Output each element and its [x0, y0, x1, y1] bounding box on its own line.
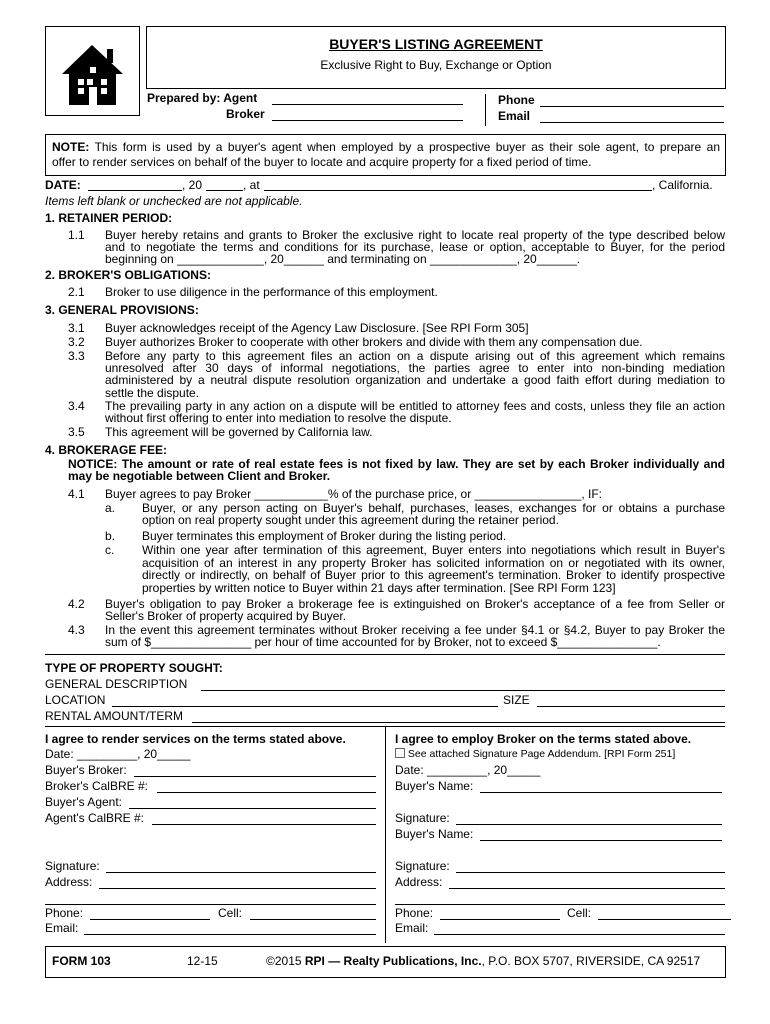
rental-field[interactable] [192, 722, 725, 723]
section-4-1-num: 4.1 [68, 487, 85, 501]
general-description-label: GENERAL DESCRIPTION [45, 677, 188, 691]
footer-box [45, 946, 726, 978]
buyer-address-field-2[interactable] [395, 904, 725, 905]
section-4-1-b-label: b. [105, 529, 116, 543]
broker-phone-label: Phone: [45, 906, 84, 920]
section-4-title: 4. BROKERAGE FEE: [45, 443, 168, 457]
signature-column-divider [385, 727, 386, 943]
section-4-notice: NOTICE: The amount or rate of real estate fees is not fixed by law. They are set by each Broker individually and may be negotiable between Client and Broker. [68, 457, 725, 484]
buyer-signature-label: Signature: [395, 811, 450, 825]
page-subtitle: Exclusive Right to Buy, Exchange or Option [320, 58, 552, 72]
items-blank-note: Items left blank or unchecked are not applicable. [45, 194, 303, 208]
section-3-5-text: This agreement will be governed by California law. [105, 425, 373, 439]
buyer-email-label: Email: [395, 921, 429, 935]
broker-date[interactable]: Date: _________, 20_____ [45, 747, 191, 761]
date-label: DATE: [45, 178, 81, 192]
house-icon [46, 27, 139, 115]
section-1-1-text: Buyer hereby retains and grants to Broker the exclusive right to locate real property of the type described below and to negotiate the terms and conditions for its purchase, lease or option, acceptable to Buyer, for the period beginning on _____________, 20______ and terminating on _____________, 20______. [105, 228, 725, 267]
broker-calbre-field[interactable] [157, 792, 376, 793]
date-state: , California. [652, 178, 713, 192]
broker-address-field[interactable] [99, 888, 376, 889]
section-3-2-text: Buyer authorizes Broker to cooperate with other brokers and divide with them any compensation due. [105, 335, 643, 349]
date-at-label: , at [243, 178, 260, 192]
section-3-1-text: Buyer acknowledges receipt of the Agency Law Disclosure. [See RPI Form 305] [105, 321, 529, 335]
rental-label: RENTAL AMOUNT/TERM [45, 709, 184, 723]
note-text-2: offer to render services on behalf of the buyer to locate and acquire property for a fixed period of time. [52, 155, 592, 170]
location-field[interactable] [112, 706, 498, 707]
buyer-cell-field[interactable] [598, 919, 731, 920]
section-4-1-b-text: Buyer terminates this employment of Broker during the listing period. [142, 529, 507, 543]
section-4-3-text: In the event this agreement terminates without Broker receiving a fee under §4.1 or §4.2, Buyer to pay Broker the sum of $_______________ per hour of time accounted for by Broker, not to exceed $_______________. [105, 623, 725, 650]
size-field[interactable] [537, 706, 725, 707]
form-revision: 12-15 [187, 954, 218, 968]
section-2-1-num: 2.1 [68, 285, 85, 299]
agent-calbre-label: Agent's CalBRE #: [45, 811, 145, 825]
see-attached-text: See attached Signature Page Addendum. [RPI Form 251] [407, 748, 676, 760]
buyer-cell-label: Cell: [567, 906, 592, 920]
section-4-1-c-label: c. [105, 543, 115, 557]
phone-label: Phone [498, 93, 535, 107]
section-3-title: 3. GENERAL PROVISIONS: [45, 303, 199, 317]
buyers-agent-field[interactable] [129, 808, 376, 809]
broker-cell-label: Cell: [218, 906, 243, 920]
form-number: FORM 103 [52, 954, 111, 968]
broker-signature-label: Signature: [45, 859, 100, 873]
title-box [146, 26, 726, 89]
page-title: BUYER'S LISTING AGREEMENT [329, 36, 543, 52]
section-4-1-text: Buyer agrees to pay Broker ___________% of the purchase price, or ________________, IF: [105, 487, 603, 501]
copyright: ©2015 RPI — Realty Publications, Inc., P.O. BOX 5707, RIVERSIDE, CA 92517 [266, 954, 701, 968]
buyer-name-2-field[interactable] [480, 840, 722, 841]
section-4-1-a-label: a. [105, 501, 116, 515]
prepared-by-label: Prepared by: Agent [147, 91, 258, 105]
broker-field[interactable] [272, 120, 463, 121]
broker-address-label: Address: [45, 875, 93, 889]
buyer-date[interactable]: Date: _________, 20_____ [395, 763, 541, 777]
buyers-broker-label: Buyer's Broker: [45, 763, 127, 777]
buyer-address-field[interactable] [449, 888, 725, 889]
buyer-phone-field[interactable] [440, 919, 560, 920]
broker-phone-field[interactable] [90, 919, 210, 920]
agent-calbre-field[interactable] [152, 824, 376, 825]
buyers-agent-label: Buyer's Agent: [45, 795, 123, 809]
section-3-2-num: 3.2 [68, 335, 85, 349]
buyer-signature-2-field[interactable] [456, 872, 725, 873]
see-attached-checkbox[interactable] [395, 748, 405, 758]
section-3-4-text: The prevailing party in any action on a dispute will be entitled to attorney fees and costs, unless they file an action without first offering to enter into mediation to resolve the dispute. [105, 399, 725, 426]
section-3-4-num: 3.4 [68, 399, 85, 413]
date-year-label: , 20 [182, 178, 203, 192]
general-description-field[interactable] [201, 690, 725, 691]
broker-email-field[interactable] [84, 934, 376, 935]
logo-box [45, 26, 140, 116]
size-label: SIZE [503, 693, 530, 707]
broker-agree-heading: I agree to render services on the terms stated above. [45, 732, 346, 746]
broker-calbre-label: Broker's CalBRE #: [45, 779, 148, 793]
buyers-broker-field[interactable] [134, 776, 376, 777]
note-text-1: This form is used by a buyer's agent when employed by a prospective buyer as their sole agent, to prepare an [94, 140, 720, 154]
agent-field[interactable] [272, 104, 463, 105]
section-2-1-text: Broker to use diligence in the performance of this employment. [105, 285, 438, 299]
broker-signature-field[interactable] [106, 872, 376, 873]
buyer-name-2-label: Buyer's Name: [395, 827, 474, 841]
buyer-address-label: Address: [395, 875, 443, 889]
note-box [45, 134, 726, 176]
section-1-title: 1. RETAINER PERIOD: [45, 211, 173, 225]
section-divider [45, 654, 725, 655]
section-3-3-text: Before any party to this agreement files an action on a dispute arising out of this agreement which remains unresolved after 30 days of informal negotiations, the parties agree to enter into non-binding mediation administered by a neutral dispute resolution organization and undertake a good faith effort during mediation to settle the dispute. [105, 349, 725, 400]
note-label: NOTE: [52, 140, 90, 154]
section-4-3-num: 4.3 [68, 623, 85, 637]
location-label: LOCATION [45, 693, 106, 707]
buyer-agree-heading: I agree to employ Broker on the terms stated above. [395, 732, 692, 746]
broker-cell-field[interactable] [250, 919, 376, 920]
section-3-5-num: 3.5 [68, 425, 85, 439]
email-label: Email [498, 109, 531, 123]
date-field[interactable] [88, 190, 182, 191]
section-2-title: 2. BROKER'S OBLIGATIONS: [45, 268, 211, 282]
buyer-email-field[interactable] [434, 934, 725, 935]
section-4-1-a-text: Buyer, or any person acting on Buyer's behalf, purchases, leases, exchanges for or obtains a purchase option on real property sought under this agreement during the retainer period. [142, 501, 725, 528]
broker-email-label: Email: [45, 921, 79, 935]
property-title: TYPE OF PROPERTY SOUGHT: [45, 661, 223, 675]
section-4-2-num: 4.2 [68, 597, 85, 611]
phone-field[interactable] [540, 106, 724, 107]
section-3-3-num: 3.3 [68, 349, 85, 363]
buyer-name-label: Buyer's Name: [395, 779, 474, 793]
section-4-1-c-text: Within one year after termination of this agreement, Buyer enters into negotiations which result in Buyer's acquisition of an interest in any property Broker has solicited information on or negotiated with its owner, directly or indirectly, on behalf of Buyer prior to this agreement's termination. Broker to identify prospective properties by written notice to Buyer within 21 days after termination. [See RPI Form 123] [142, 543, 725, 595]
section-4-2-text: Buyer's obligation to pay Broker a brokerage fee is extinguished on Broker's acceptance of a fee from Seller or Seller's Broker of property acquired by Buyer. [105, 597, 725, 624]
buyer-signature-field[interactable] [456, 824, 722, 825]
buyer-phone-label: Phone: [395, 906, 434, 920]
buyer-signature-2-label: Signature: [395, 859, 450, 873]
see-attached-row [395, 748, 675, 761]
broker-label: Broker [226, 107, 265, 121]
buyer-name-field[interactable] [480, 792, 722, 793]
email-field[interactable] [540, 122, 724, 123]
header-divider [485, 94, 486, 126]
date-year-field[interactable] [206, 190, 243, 191]
section-3-1-num: 3.1 [68, 321, 85, 335]
section-1-1-num: 1.1 [68, 228, 85, 242]
broker-address-field-2[interactable] [45, 904, 376, 905]
date-at-field[interactable] [264, 190, 652, 191]
